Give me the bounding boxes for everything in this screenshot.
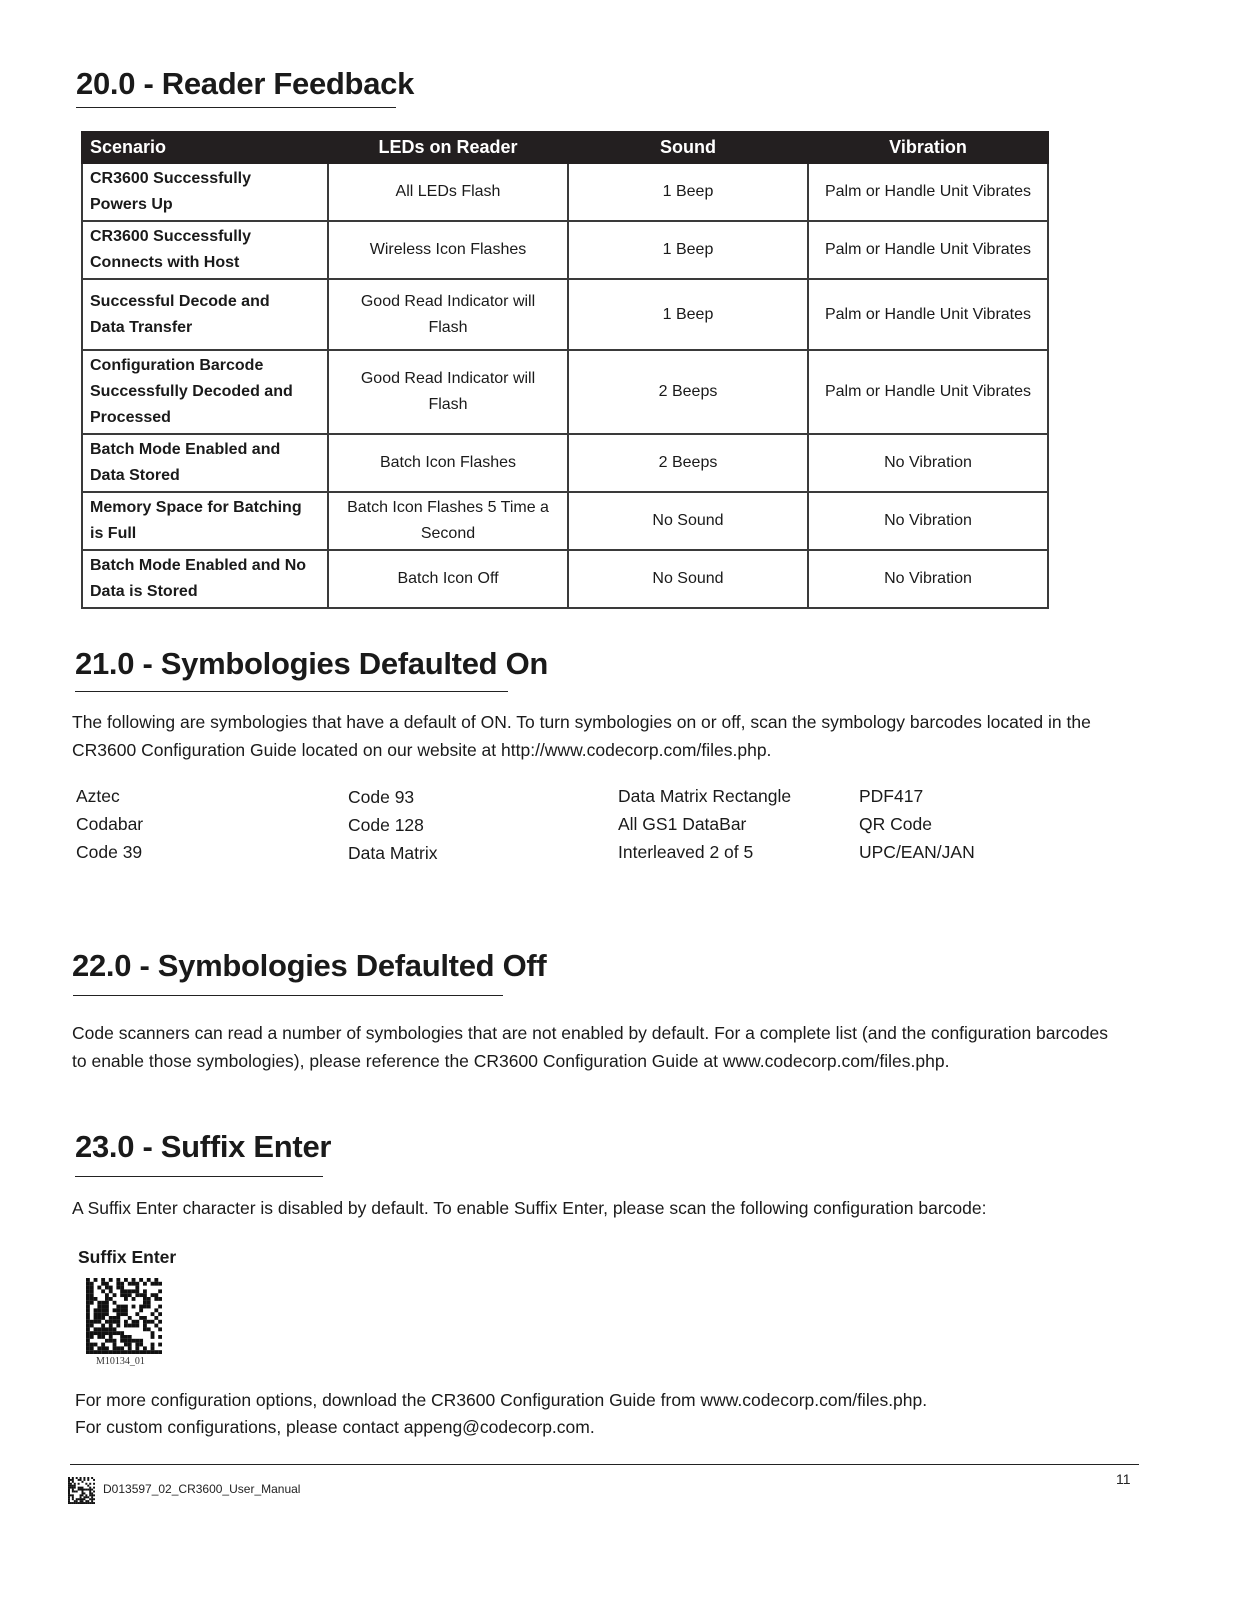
document-id: D013597_02_CR3600_User_Manual (103, 1482, 301, 1496)
symbology-item: Aztec (76, 786, 120, 806)
contact-text: For custom configurations, please contact appeng@codecorp.com. (75, 1417, 595, 1437)
leds-cell: Batch Icon Off (328, 550, 568, 608)
scenario-cell: Memory Space for Batching is Full (82, 492, 328, 550)
barcode-id: M10134_01 (96, 1356, 145, 1367)
leds-cell: Batch Icon Flashes 5 Time a Second (328, 492, 568, 550)
symbology-item: Code 93 (348, 787, 415, 807)
section-22-paragraph: Code scanners can read a number of symbologies that are not enabled by default. For a complete list (and the configuration barcodes to enable those symbologies), please reference the CR3600 Configuration Guide at www.codecorp.com/files.php. (72, 1023, 1109, 1071)
sound-cell: 2 Beeps (568, 350, 808, 434)
scenario-cell: Batch Mode Enabled and No Data is Stored (82, 550, 328, 608)
sound-cell: No Sound (568, 550, 808, 608)
symbology-item: Code 128 (348, 815, 424, 835)
reader-feedback-table (81, 131, 1049, 609)
table-row (82, 492, 1048, 550)
section-22-underline (73, 995, 503, 996)
section-23-underline (75, 1176, 323, 1177)
symbology-item: Data Matrix Rectangle (618, 786, 792, 806)
scenario-cell: Successful Decode and Data Transfer (82, 279, 328, 350)
sound-cell: 1 Beep (568, 221, 808, 279)
symbology-item: Data Matrix (348, 843, 438, 863)
scenario-cell: CR3600 Successfully Connects with Host (82, 221, 328, 279)
leds-cell: Good Read Indicator will Flash (328, 279, 568, 350)
symbology-item: Code 39 (76, 842, 143, 862)
symbology-item: All GS1 DataBar (618, 814, 747, 834)
section-22-title: 22.0 - Symbologies Defaulted Off (72, 948, 547, 983)
sound-cell: 1 Beep (568, 163, 808, 221)
symbology-column (618, 782, 791, 866)
vibration-cell: No Vibration (808, 550, 1048, 608)
suffix-enter-barcode (86, 1278, 162, 1354)
scenario-cell: Configuration Barcode Successfully Decoded and Processed (82, 350, 328, 434)
section-20-title: 20.0 - Reader Feedback (76, 66, 415, 101)
section-20-underline (76, 107, 396, 108)
symbology-column (859, 782, 975, 866)
vibration-cell: No Vibration (808, 492, 1048, 550)
more-options-text: For more configuration options, download the CR3600 Configuration Guide from www.codecorp.com/files.php. (75, 1390, 928, 1410)
sound-cell: No Sound (568, 492, 808, 550)
table-row (82, 221, 1048, 279)
leds-cell: Good Read Indicator will Flash (328, 350, 568, 434)
scenario-cell: Batch Mode Enabled and Data Stored (82, 434, 328, 492)
symbology-item: UPC/EAN/JAN (859, 842, 975, 862)
symbology-column (348, 783, 437, 867)
scenario-cell: CR3600 Successfully Powers Up (82, 163, 328, 221)
footer-rule (70, 1464, 1139, 1465)
vibration-cell: Palm or Handle Unit Vibrates (808, 221, 1048, 279)
table-row (82, 279, 1048, 350)
symbology-item: Interleaved 2 of 5 (618, 842, 754, 862)
section-21-underline (75, 691, 508, 692)
leds-cell: All LEDs Flash (328, 163, 568, 221)
page-number: 11 (1116, 1471, 1131, 1487)
table-header-row (82, 132, 1048, 163)
leds-cell: Wireless Icon Flashes (328, 221, 568, 279)
header-scenario: Scenario (82, 132, 328, 163)
symbology-item: QR Code (859, 814, 932, 834)
section-23-paragraph: A Suffix Enter character is disabled by default. To enable Suffix Enter, please scan the following configuration barcode: (72, 1198, 987, 1218)
vibration-cell: Palm or Handle Unit Vibrates (808, 163, 1048, 221)
vibration-cell: Palm or Handle Unit Vibrates (808, 350, 1048, 434)
symbology-item: PDF417 (859, 786, 924, 806)
vibration-cell: No Vibration (808, 434, 1048, 492)
sound-cell: 2 Beeps (568, 434, 808, 492)
barcode-label: Suffix Enter (78, 1247, 177, 1267)
table-row (82, 350, 1048, 434)
leds-cell: Batch Icon Flashes (328, 434, 568, 492)
sound-cell: 1 Beep (568, 279, 808, 350)
vibration-cell: Palm or Handle Unit Vibrates (808, 279, 1048, 350)
section-21-paragraph: The following are symbologies that have a default of ON. To turn symbologies on or off, scan the symbology barcodes located in the CR3600 Configuration Guide located on our website at http://www.codecorp.com/files.php. (72, 712, 1091, 760)
header-vibration: Vibration (808, 132, 1048, 163)
header-leds: LEDs on Reader (328, 132, 568, 163)
header-sound: Sound (568, 132, 808, 163)
table-row (82, 550, 1048, 608)
symbology-column (76, 782, 143, 866)
symbology-item: Codabar (76, 814, 144, 834)
footer-barcode-icon (68, 1477, 95, 1504)
table-row (82, 434, 1048, 492)
section-23-title: 23.0 - Suffix Enter (75, 1129, 332, 1164)
section-21-title: 21.0 - Symbologies Defaulted On (75, 646, 549, 681)
table-row (82, 163, 1048, 221)
